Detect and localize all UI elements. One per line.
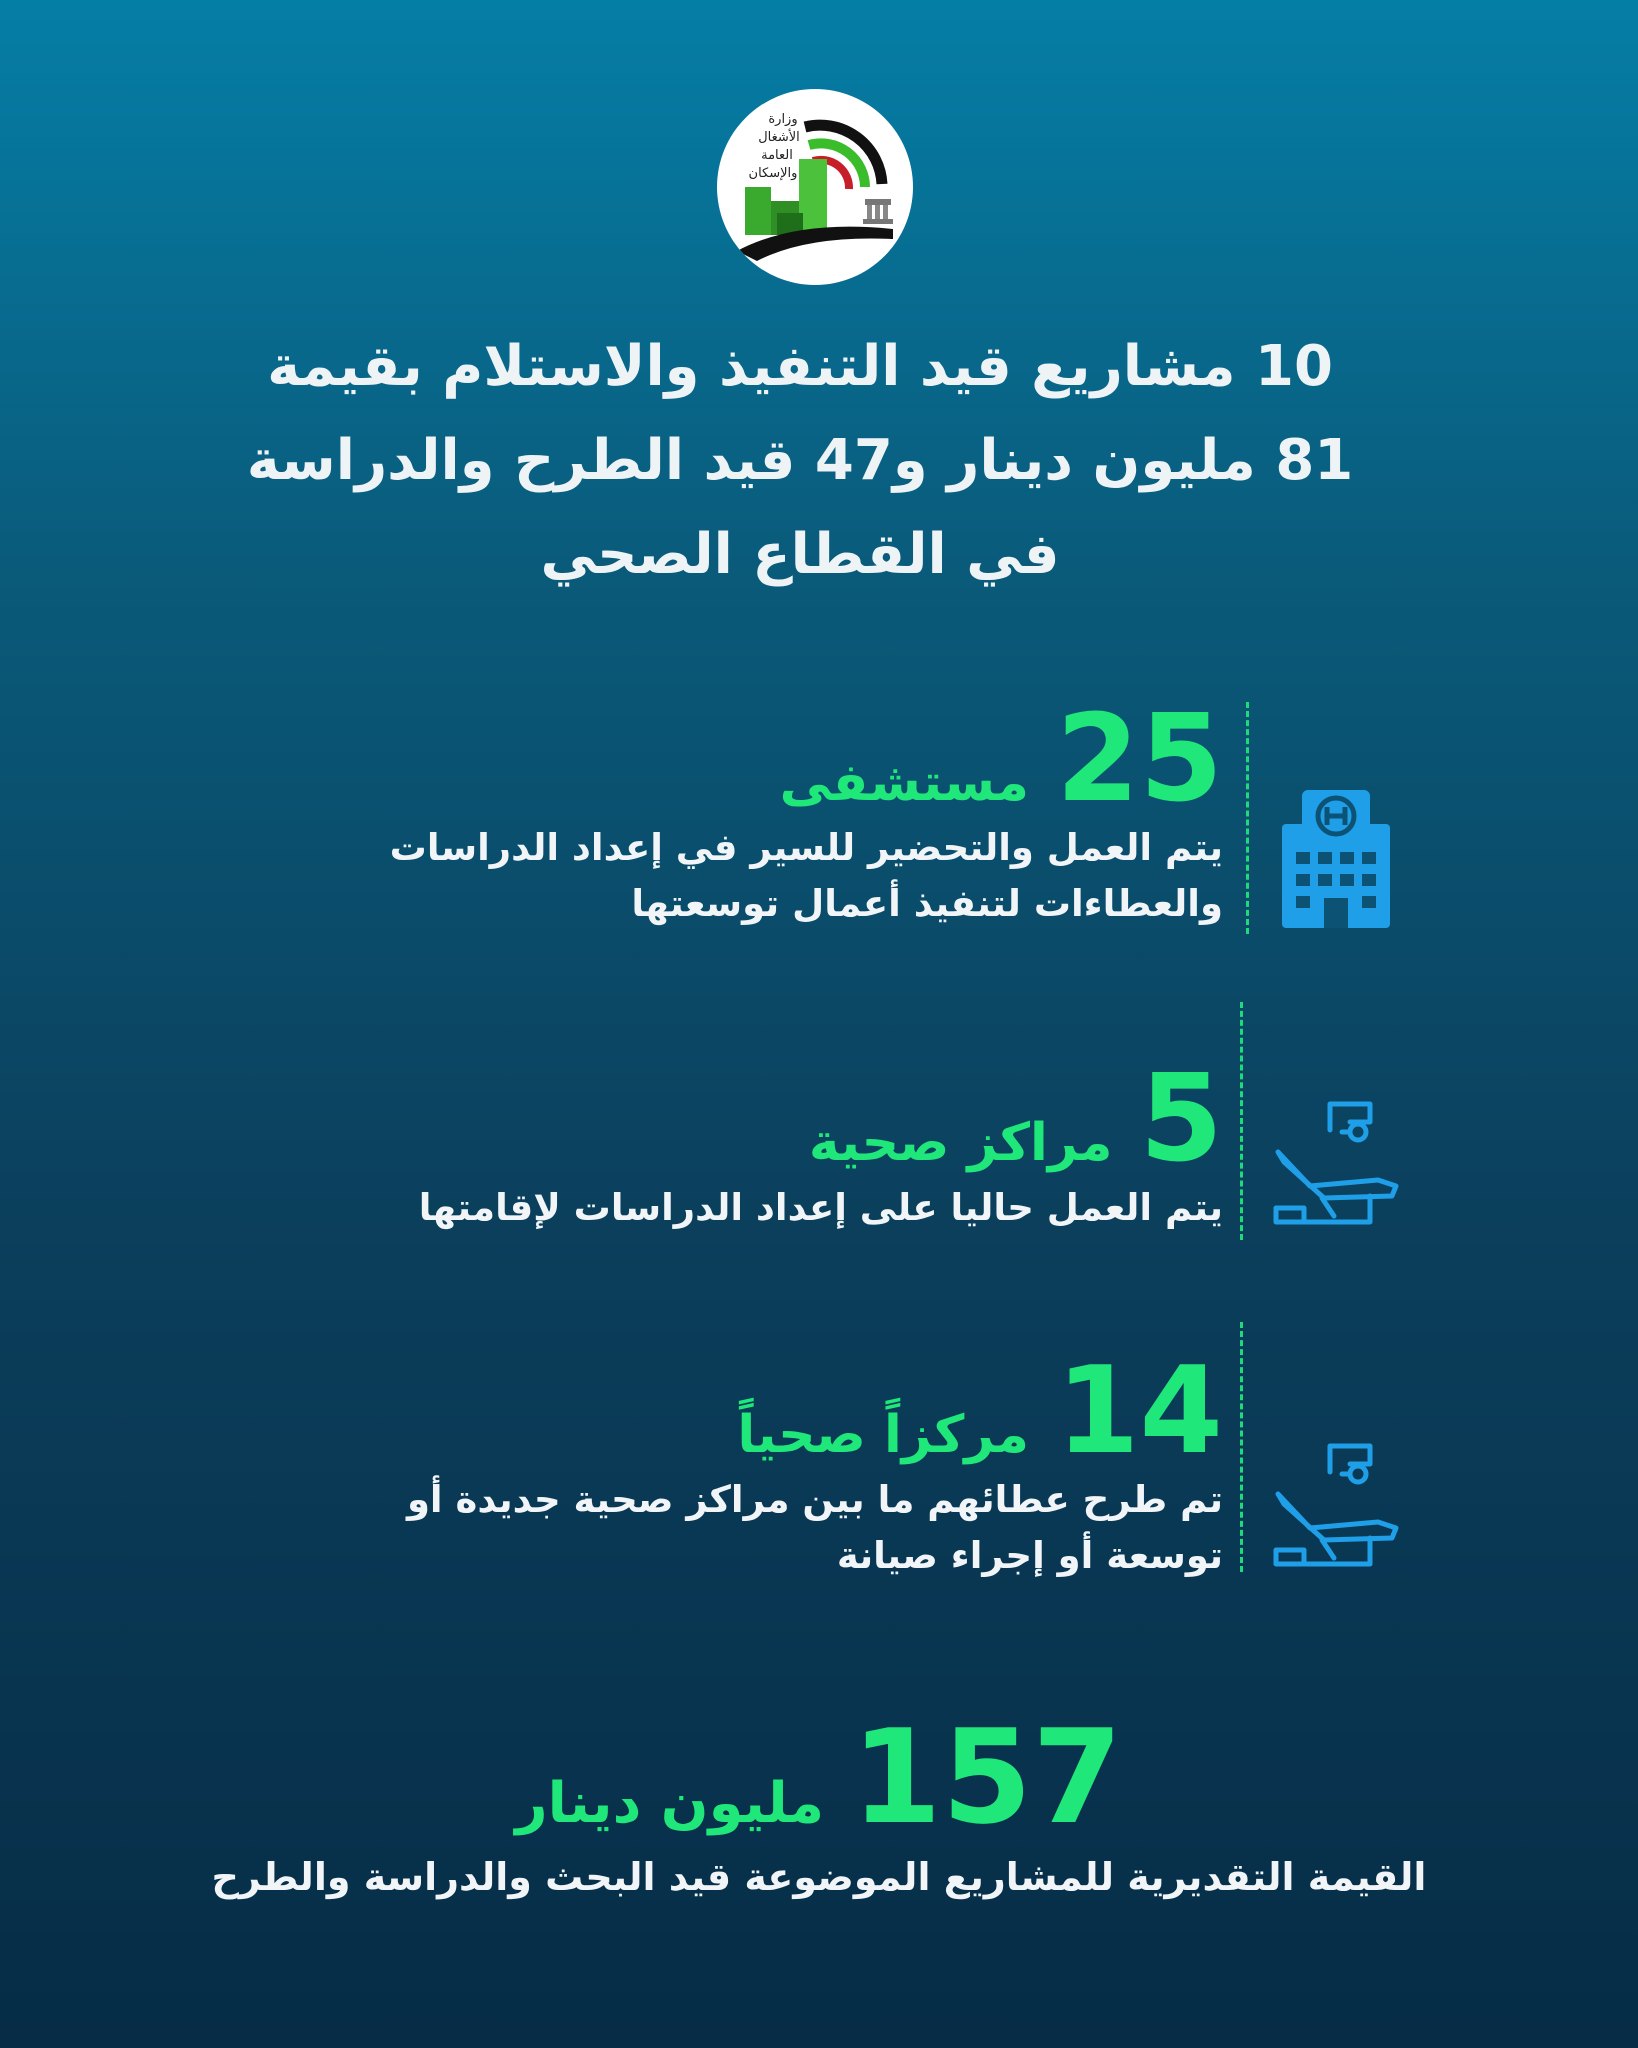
stat-desc-line-2: والعطاءات لتنفيذ أعمال توسعتها — [631, 882, 1223, 925]
stat-unit: مراكز صحية — [808, 1113, 1113, 1173]
stat-health-centers-14 — [406, 1342, 1223, 1584]
stat-desc-line-2: توسعة أو إجراء صيانة — [836, 1534, 1223, 1577]
headline — [100, 320, 1500, 602]
divider — [1240, 1322, 1243, 1572]
hospital-icon — [1276, 790, 1396, 932]
stat-hospitals — [389, 690, 1223, 932]
stat-health-centers-5 — [418, 1050, 1223, 1236]
stat-unit: مركزاً صحياً — [737, 1405, 1029, 1465]
stat-number: 25 — [1056, 690, 1223, 829]
logo-text-3: العامة — [761, 148, 793, 163]
stat-number: 5 — [1139, 1050, 1223, 1189]
ministry-logo — [717, 89, 913, 285]
headline-line-2: 81 مليون دينار و47 قيد الطرح والدراسة — [246, 428, 1354, 493]
stat-unit: مستشفى — [779, 753, 1029, 813]
logo-text-4: والإسكان — [748, 166, 798, 181]
logo-text-1: وزارة — [768, 112, 798, 127]
headline-line-1: 10 مشاريع قيد التنفيذ والاستلام بقيمة — [267, 334, 1333, 399]
divider — [1246, 702, 1249, 934]
dental-chair-icon — [1270, 1442, 1400, 1578]
stat-number: 14 — [1056, 1342, 1223, 1481]
stat-desc-line-1: يتم العمل والتحضير للسير في إعداد الدراسات — [389, 826, 1223, 869]
total-unit: مليون دينار — [515, 1771, 825, 1836]
divider — [1240, 1002, 1243, 1240]
total-section — [0, 1701, 1638, 1912]
total-number: 157 — [851, 1701, 1123, 1853]
stat-desc-line-1: تم طرح عطائهم ما بين مراكز صحية جديدة أو — [406, 1478, 1223, 1521]
logo-text-2: الأشغال — [758, 130, 800, 145]
stat-desc-line-1: يتم العمل حاليا على إعداد الدراسات لإقامتها — [418, 1186, 1223, 1229]
headline-line-3: في القطاع الصحي — [540, 522, 1060, 587]
total-desc: القيمة التقديرية للمشاريع الموضوعة قيد البحث والدراسة والطرح — [211, 1855, 1427, 1899]
dental-chair-icon — [1270, 1100, 1400, 1236]
